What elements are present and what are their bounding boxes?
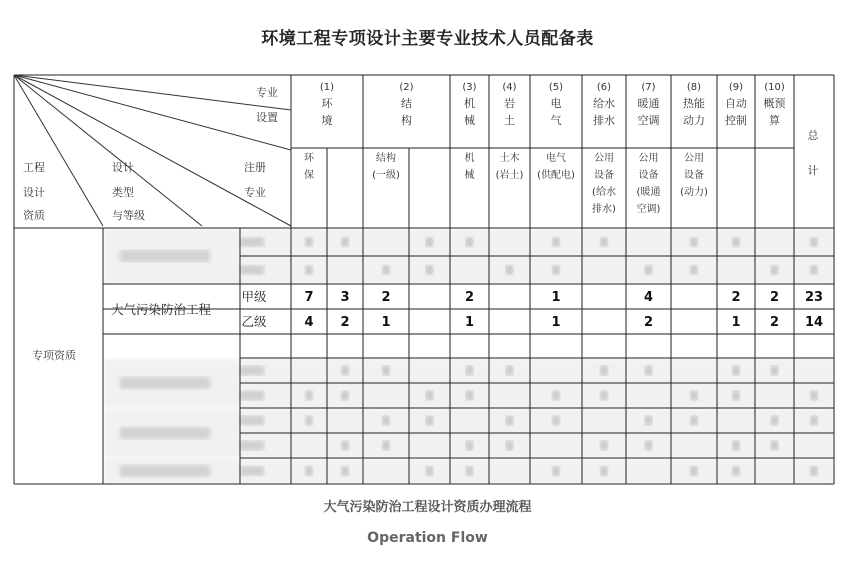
group-number: (2)	[399, 82, 414, 93]
blurred-value	[771, 366, 779, 376]
blurred-value	[600, 466, 608, 476]
grade-a-label: 甲级	[241, 289, 267, 304]
blurred-value	[810, 466, 818, 476]
blurred-grade	[240, 265, 264, 275]
reg-label-1: 注册	[244, 161, 266, 174]
dtype-label-3: 与等级	[112, 209, 145, 222]
registered-label: 结构	[376, 153, 396, 164]
focus-value: 1	[551, 290, 561, 305]
blurred-value	[341, 441, 349, 451]
focus-value: 1	[731, 315, 741, 330]
registered-label: 环	[304, 153, 314, 164]
group-label: 排水	[593, 114, 615, 127]
group-label: 热能	[683, 97, 705, 110]
focus-type-name: 大气污染防治工程	[110, 302, 212, 317]
blurred-value	[305, 237, 313, 247]
blurred-value	[305, 391, 313, 401]
blurred-grade	[240, 237, 264, 247]
blurred-value	[810, 265, 818, 275]
blurred-value	[732, 366, 740, 376]
blurred-value	[506, 441, 514, 451]
blurred-value	[732, 237, 740, 247]
focus-value: 3	[340, 290, 350, 305]
blurred-value	[771, 416, 779, 426]
registered-label: (暖通	[636, 187, 661, 198]
group-label: 概预	[763, 97, 786, 110]
group-label: 暖通	[637, 97, 660, 110]
group-number: (3)	[462, 82, 477, 93]
group-label: 空调	[637, 114, 660, 127]
group-label: 给水	[593, 97, 615, 110]
focus-value: 2	[464, 290, 475, 305]
focus-value: 7	[304, 290, 314, 305]
focus-value: 23	[804, 290, 824, 305]
caption-zh: 大气污染防治工程设计资质办理流程	[323, 500, 532, 515]
registered-label: 保	[304, 170, 314, 181]
blurred-value	[341, 237, 349, 247]
blurred-value	[810, 391, 818, 401]
grade-b-label: 乙级	[241, 314, 267, 329]
blurred-value	[426, 237, 434, 247]
blurred-value	[690, 391, 698, 401]
blurred-value	[341, 466, 349, 476]
registered-label: (岩土)	[495, 170, 524, 181]
blurred-value	[771, 441, 779, 451]
registered-label: 设备	[594, 170, 614, 181]
blurred-value	[382, 441, 390, 451]
blurred-value	[341, 366, 349, 376]
blurred-value	[645, 265, 653, 275]
blurred-grade	[240, 391, 264, 401]
blurred-value	[552, 466, 560, 476]
group-label: 械	[464, 114, 475, 127]
registered-label: 公用	[594, 153, 614, 164]
blurred-value	[552, 416, 560, 426]
registered-label: 设备	[638, 170, 659, 181]
blurred-value	[732, 441, 740, 451]
dtype-label-1: 设计	[112, 161, 134, 174]
blurred-value	[506, 416, 514, 426]
profession-setting-label-2: 设置	[256, 111, 278, 124]
blurred-type-name	[120, 465, 210, 477]
focus-value: 1	[381, 315, 391, 330]
blurred-grade	[240, 366, 264, 376]
registered-label: 土木	[499, 153, 520, 164]
registered-label: 公用	[684, 153, 704, 164]
blurred-value	[732, 466, 740, 476]
total-label-2: 计	[807, 164, 819, 177]
registered-label: 电气	[546, 153, 566, 164]
blurred-value	[732, 391, 740, 401]
group-label: 控制	[725, 114, 747, 127]
blurred-value	[305, 416, 313, 426]
qual-label-2: 设计	[23, 186, 45, 199]
blurred-value	[600, 366, 608, 376]
focus-value: 14	[804, 315, 824, 330]
group-label: 机	[464, 97, 475, 110]
registered-label: 设备	[684, 170, 704, 181]
group-label: 自动	[725, 97, 747, 110]
focus-value: 2	[731, 290, 741, 305]
blurred-value	[426, 466, 434, 476]
group-number: (6)	[596, 82, 612, 93]
blurred-value	[506, 265, 514, 275]
registered-label: (动力)	[680, 187, 708, 198]
blurred-value	[466, 237, 474, 247]
profession-setting-label-1: 专业	[256, 86, 278, 99]
registered-label: 公用	[638, 153, 659, 164]
focus-value: 2	[340, 315, 350, 330]
group-label: 境	[321, 114, 333, 127]
blurred-value	[506, 366, 514, 376]
group-number: (4)	[502, 82, 517, 93]
group-number: (9)	[728, 82, 744, 93]
blurred-value	[305, 265, 313, 275]
blurred-value	[426, 391, 434, 401]
blurred-value	[466, 466, 474, 476]
blurred-value	[466, 391, 474, 401]
blurred-type-name	[120, 250, 210, 262]
blurred-value	[426, 416, 434, 426]
group-label: 构	[401, 114, 412, 127]
table-title: 环境工程专项设计主要专业技术人员配备表	[261, 29, 594, 49]
focus-value: 2	[643, 315, 654, 330]
blurred-value	[645, 441, 653, 451]
blurred-type-name	[120, 427, 210, 439]
group-label: 土	[504, 114, 515, 127]
dtype-label-2: 类型	[112, 186, 134, 199]
total-label-1: 总	[807, 129, 819, 142]
group-number: (10)	[764, 82, 785, 93]
blurred-value	[466, 441, 474, 451]
group-label: 气	[550, 114, 562, 127]
focus-value: 1	[551, 315, 561, 330]
blurred-value	[426, 265, 434, 275]
registered-label: (给水	[592, 187, 616, 198]
reg-label-2: 专业	[244, 186, 266, 199]
focus-value: 2	[769, 290, 780, 305]
blurred-grade	[240, 416, 264, 426]
blurred-value	[771, 265, 779, 275]
blurred-value	[690, 265, 698, 275]
focus-value: 2	[381, 290, 391, 305]
group-label: 动力	[683, 114, 705, 127]
registered-label: (供配电)	[537, 170, 575, 181]
group-number: (1)	[319, 82, 335, 93]
focus-value: 1	[464, 315, 475, 330]
blurred-value	[552, 265, 560, 275]
group-number: (8)	[686, 82, 702, 93]
blurred-value	[600, 391, 608, 401]
group-label: 结	[401, 97, 412, 110]
blurred-value	[305, 466, 313, 476]
header-diagonals	[14, 75, 291, 226]
blurred-value	[382, 366, 390, 376]
qual-label-1: 工程	[23, 161, 45, 174]
blurred-value	[552, 237, 560, 247]
blurred-value	[645, 366, 653, 376]
blurred-value	[690, 416, 698, 426]
blurred-value	[690, 237, 698, 247]
focus-value: 2	[769, 315, 780, 330]
blurred-value	[810, 416, 818, 426]
registered-label: 空调)	[636, 204, 661, 215]
blurred-value	[600, 441, 608, 451]
registered-label: 械	[464, 170, 475, 181]
focus-value: 4	[304, 315, 314, 330]
blurred-value	[382, 416, 390, 426]
group-label: 环	[321, 97, 333, 110]
blurred-value	[645, 416, 653, 426]
blurred-value	[341, 391, 349, 401]
group-label: 算	[769, 114, 780, 127]
blurred-grade	[240, 441, 264, 451]
blurred-value	[690, 466, 698, 476]
registered-label: 机	[464, 153, 475, 164]
group-label: 岩	[504, 97, 515, 110]
group-number: (5)	[548, 82, 564, 93]
blurred-value	[466, 366, 474, 376]
group-number: (7)	[641, 82, 656, 93]
blurred-grade	[240, 466, 264, 476]
registered-label: 排水)	[592, 204, 616, 215]
special-qualification-label: 专项资质	[32, 349, 76, 362]
blurred-rows	[104, 229, 834, 484]
blurred-type-name	[120, 377, 210, 389]
caption-en: Operation Flow	[367, 530, 488, 546]
focus-value: 4	[643, 290, 654, 305]
blurred-value	[810, 237, 818, 247]
qual-label-3: 资质	[23, 209, 45, 222]
blurred-value	[552, 391, 560, 401]
blurred-value	[600, 237, 608, 247]
blurred-value	[382, 265, 390, 275]
registered-label: (一级)	[372, 170, 400, 181]
group-label: 电	[550, 97, 562, 110]
